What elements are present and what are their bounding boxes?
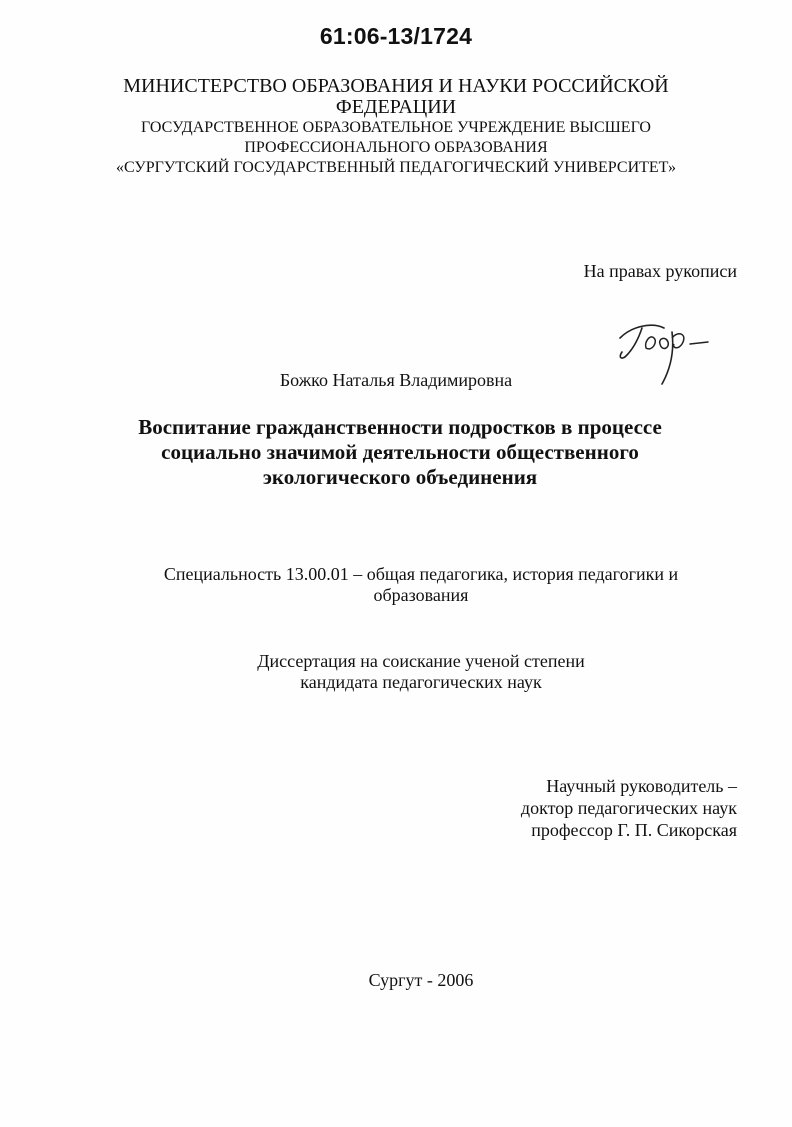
dissertation-title: [120, 415, 680, 490]
degree-line-1: Диссертация на соискание ученой степени: [257, 651, 585, 671]
institution-line-1: ГОСУДАРСТВЕННОЕ ОБРАЗОВАТЕЛЬНОЕ УЧРЕЖДЕНИЕ ВЫСШЕГО: [141, 119, 651, 136]
degree-line-2: кандидата педагогических наук: [300, 672, 542, 692]
degree-statement: [0, 651, 792, 693]
manuscript-note: На правах рукописи: [583, 261, 737, 281]
ministry-line-1: МИНИСТЕРСТВО ОБРАЗОВАНИЯ И НАУКИ РОССИЙСКОЙ: [123, 75, 669, 97]
title-line-2: социально значимой деятельности общественного: [161, 440, 639, 464]
institution-header: [60, 76, 732, 178]
institution-line-3: «СУРГУТСКИЙ ГОСУДАРСТВЕННЫЙ ПЕДАГОГИЧЕСКИЙ УНИВЕРСИТЕТ»: [115, 159, 677, 176]
city-year: Сургут - 2006: [368, 970, 474, 990]
supervisor-line-2: доктор педагогических наук: [520, 798, 737, 818]
specialty-line-1: Специальность 13.00.01 – общая педагогика, история педагогики и: [163, 564, 679, 584]
supervisor-block: [521, 775, 737, 841]
supervisor-line-1: Научный руководитель –: [546, 776, 737, 796]
author-name: Божко Наталья Владимировна: [279, 370, 513, 390]
title-line-3: экологического объединения: [262, 465, 538, 489]
ministry-line-2: ФЕДЕРАЦИИ: [335, 96, 457, 118]
specialty: [0, 564, 792, 606]
supervisor-line-3: профессор Г. П. Сикорская: [531, 820, 737, 840]
specialty-line-2: образования: [373, 585, 469, 605]
archive-code: 61:06-13/1724: [319, 23, 473, 49]
institution-line-2: ПРОФЕССИОНАЛЬНОГО ОБРАЗОВАНИЯ: [244, 139, 548, 156]
title-line-1: Воспитание гражданственности подростков в процессе: [138, 415, 662, 439]
